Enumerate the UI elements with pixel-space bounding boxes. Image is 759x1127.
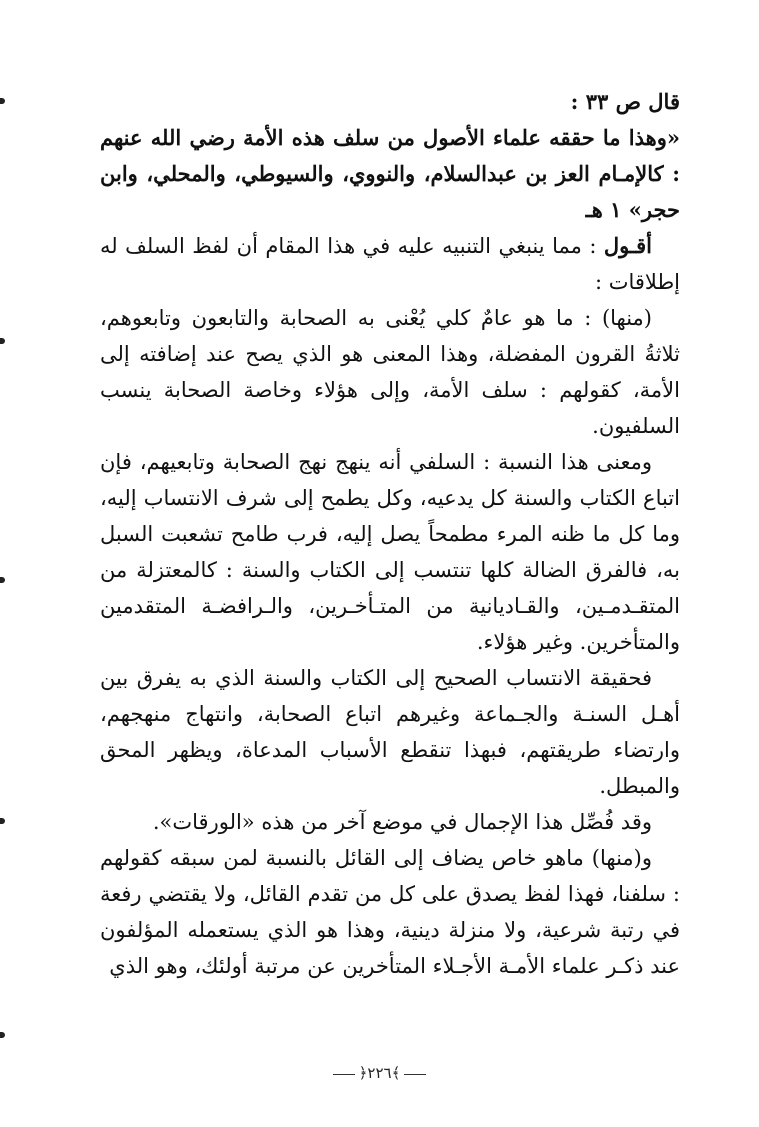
footer-rule <box>404 1074 426 1075</box>
page-edge-mark <box>0 98 5 104</box>
paragraph: (منها) : ما هو عامٌ كلي يُعْنى به الصحابة والتابعون وتابعوهم، ثلاثةُ القرون المفضلة، وهذا المعنى هو الذي يصح عند إضافته إلى الأمة، كقولهم : سلف الأمة، وإلى هؤلاء وخاصة الصحابة ينسب السلفيون. <box>100 306 680 438</box>
body-text <box>100 84 680 984</box>
section-heading: قال ص ٣٣ : <box>570 89 680 114</box>
paragraph-text: : مما ينبغي التنبيه عليه في هذا المقام أن لفظ السلف له إطلاقات : <box>100 234 680 294</box>
paragraph: فحقيقة الانتساب الصحيح إلى الكتاب والسنة الذي به يفرق بين أهـل السنـة والجـماعة وغيرهم اتباع الصحابة، وانتهاج منهجهم، وارتضاء طريقتهم، فبهذا تنقطع الأسباب المدعاة، ويظهر المحق والمبطل. <box>100 666 680 798</box>
page-edge-mark <box>0 338 5 344</box>
paragraph: وقد فُصِّل هذا الإجمال في موضع آخر من هذه «الورقات». <box>152 810 652 834</box>
quoted-passage: «وهذا ما حققه علماء الأصول من سلف هذه الأمة رضي الله عنهم : كالإمـام العز بن عبدالسلام، والنووي، والسيوطي، والمحلي، وابن حجر» ١ هـ <box>100 125 680 222</box>
paragraph: ومعنى هذا النسبة : السلفي أنه ينهج نهج الصحابة وتابعيهم، فإن اتباع الكتاب والسنة كل يدعيه، وكل يطمح إلى شرف الانتساب إليه، وما كل ما ظنه المرء مطمحاً يصل إليه، فرب طامح تشعبت السبل به، فالفرق الضالة كلها تنتسب إلى الكتاب والسنة : كالمعتزلة من المتقـدمـين، والقـاديانية من المتـأخـرين، والـرافضـة المتقدمين والمتأخرين. وغير هؤلاء. <box>100 450 680 654</box>
footer-ornament: ﴿ <box>358 1064 368 1082</box>
footer-rule <box>333 1074 355 1075</box>
paragraph-lead-word: أقـول <box>603 233 652 258</box>
paragraph: و(منها) ماهو خاص يضاف إلى القائل بالنسبة لمن سبقه كقولهم : سلفنا، فهذا لفظ يصدق على كل من تقدم القائل، ولا يقتضي رفعة في رتبة شرعية، ولا منزلة دينية، وهذا هو الذي يستعمله المؤلفون عند ذكـر علماء الأمـة الأجـلاء المتأخرين عن مرتبة أولئك، وهو الذي <box>100 846 680 978</box>
page-edge-mark <box>0 577 5 583</box>
page-edge-mark <box>0 818 5 824</box>
page-edge-mark <box>0 1032 5 1038</box>
paragraph <box>100 228 680 300</box>
footer-ornament: ﴾ <box>391 1064 401 1082</box>
page-footer <box>0 1064 759 1082</box>
page-number: ٢٢٦ <box>367 1064 392 1082</box>
